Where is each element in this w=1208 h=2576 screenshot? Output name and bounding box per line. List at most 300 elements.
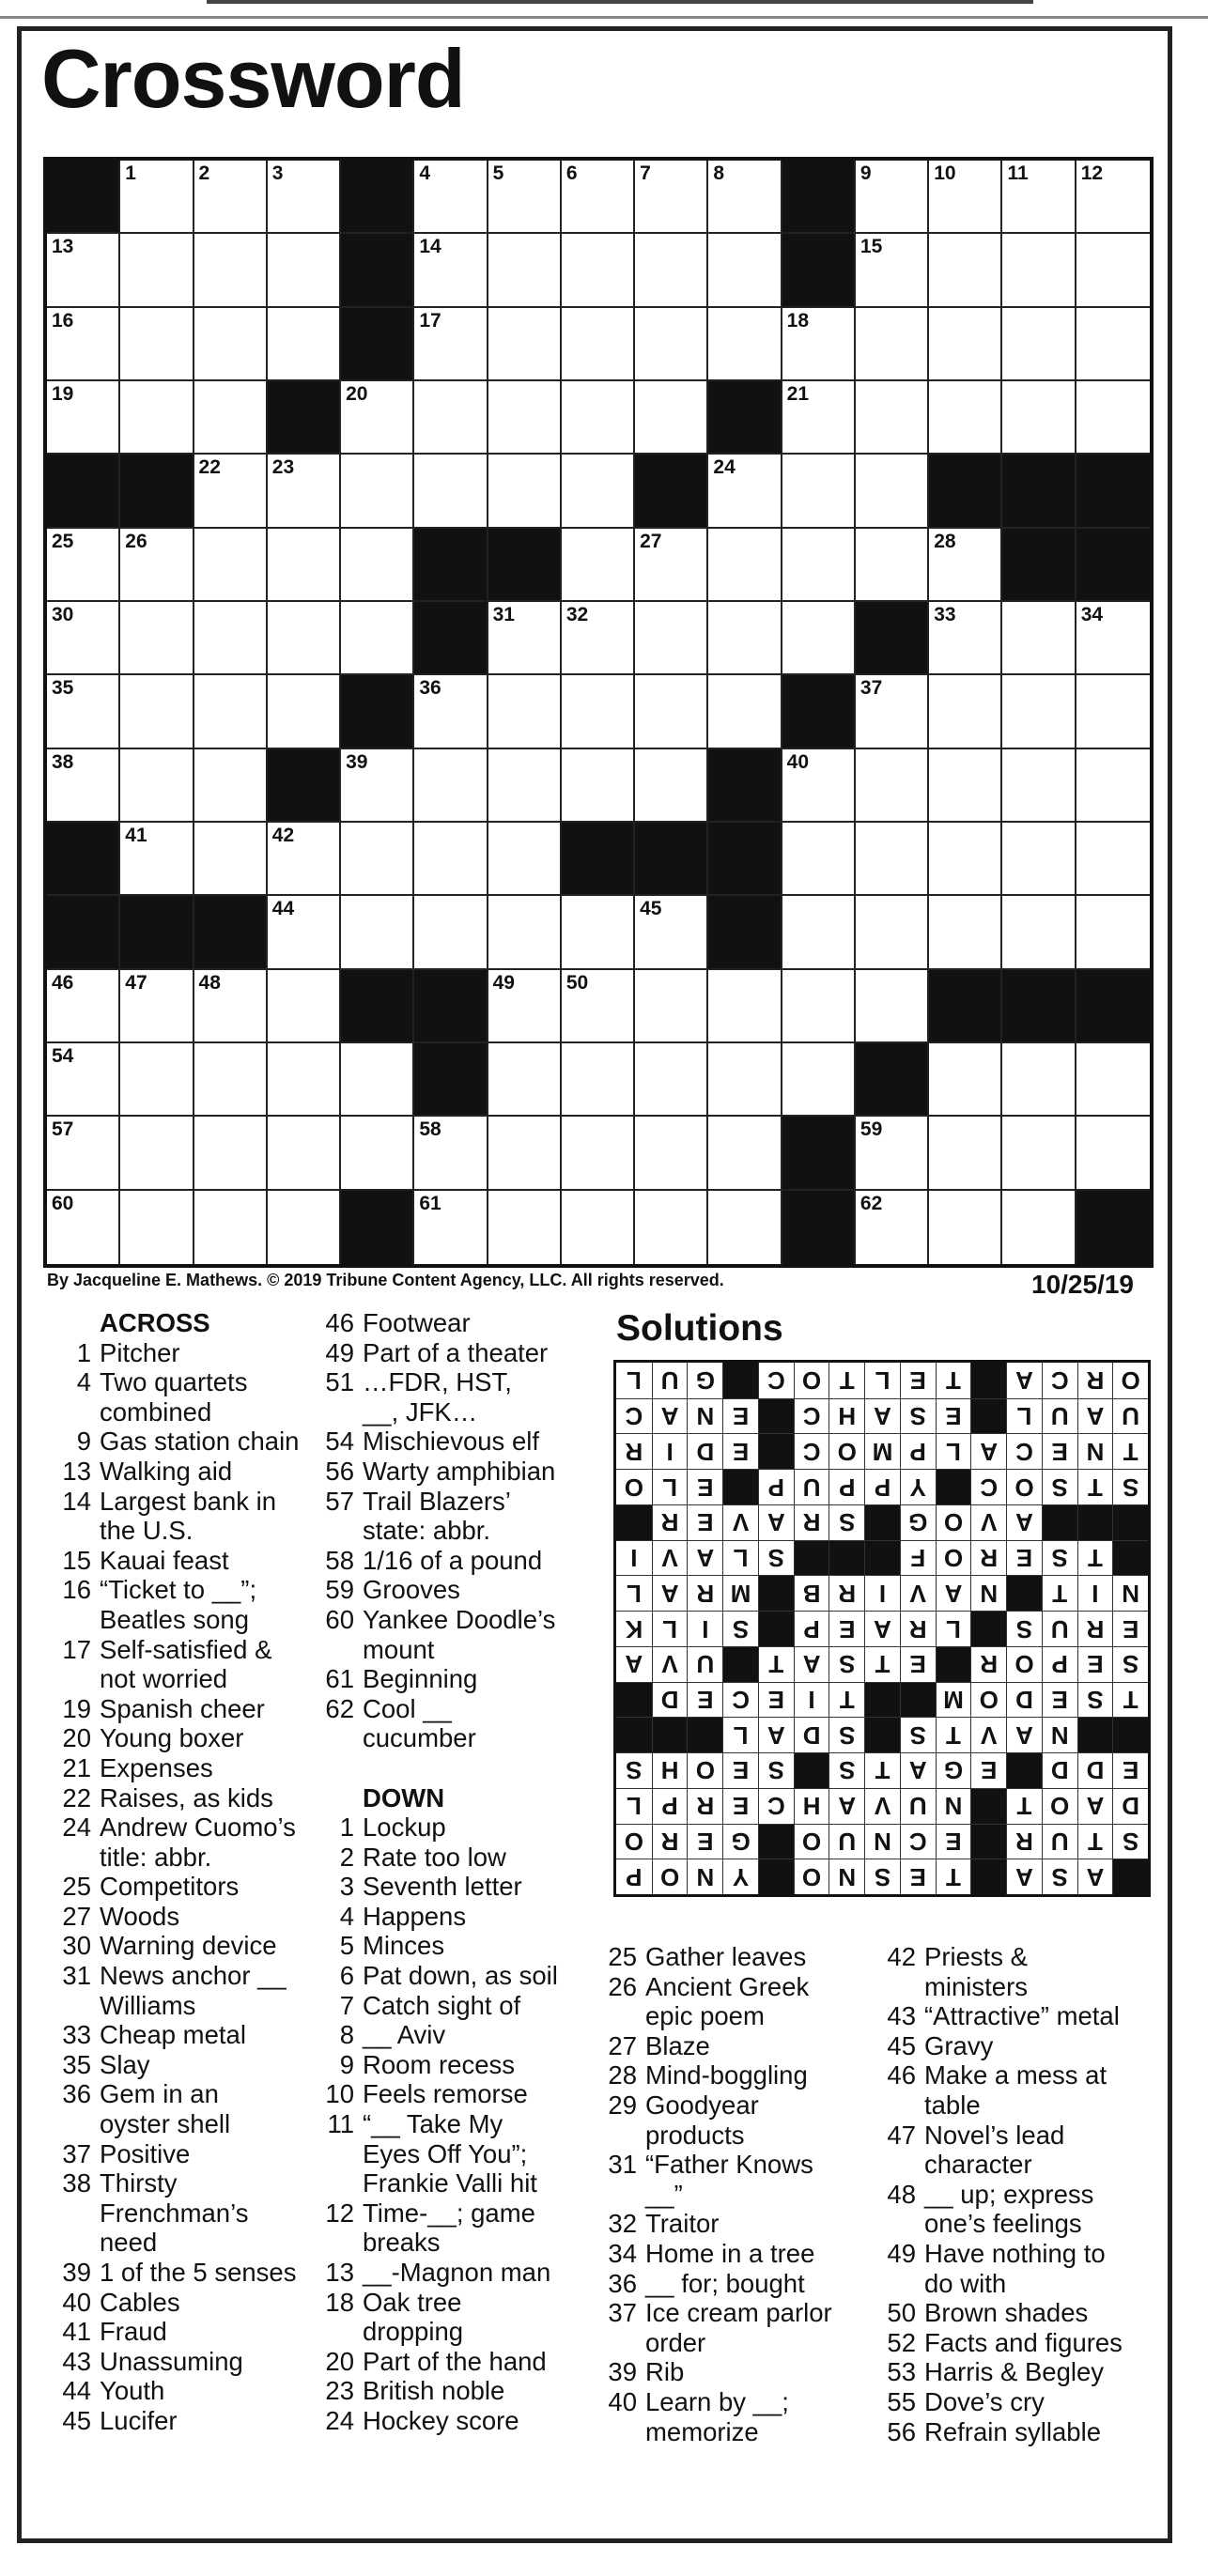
grid-cell[interactable] xyxy=(1002,1191,1076,1264)
grid-cell[interactable] xyxy=(414,455,488,528)
grid-cell[interactable] xyxy=(1076,602,1150,675)
grid-cell[interactable] xyxy=(856,161,929,234)
solution-letter: P xyxy=(900,1433,936,1469)
grid-cell[interactable] xyxy=(635,529,708,602)
solution-letter: S xyxy=(900,1398,936,1434)
solution-letter: A xyxy=(864,1611,900,1646)
grid-cell[interactable] xyxy=(341,749,414,823)
solution-black-square xyxy=(864,1682,900,1718)
grid-cell[interactable] xyxy=(47,381,120,455)
solution-black-square xyxy=(970,1859,1006,1894)
grid-cell[interactable] xyxy=(1076,1043,1150,1117)
grid-cell[interactable] xyxy=(268,675,341,748)
grid-cell[interactable] xyxy=(1002,675,1076,748)
clue-text: Williams xyxy=(100,1990,196,2020)
grid-cell[interactable] xyxy=(194,602,268,675)
grid-cell[interactable] xyxy=(488,1117,562,1190)
grid-cell[interactable] xyxy=(562,1117,635,1190)
clue-line xyxy=(602,2387,884,2417)
solution-letter: A xyxy=(652,1398,688,1434)
grid-cell[interactable] xyxy=(1002,234,1076,307)
grid-cell[interactable] xyxy=(268,896,341,969)
solution-letter: S xyxy=(1112,1824,1148,1859)
grid-cell[interactable] xyxy=(268,455,341,528)
clue-number: 39 xyxy=(608,2357,637,2387)
solution-letter: N xyxy=(829,1859,864,1894)
grid-cell[interactable] xyxy=(194,1191,268,1264)
grid-cell[interactable] xyxy=(929,529,1002,602)
grid-cell[interactable] xyxy=(708,1117,782,1190)
grid-cell[interactable] xyxy=(268,970,341,1043)
black-square xyxy=(1002,970,1076,1043)
clue-number: 29 xyxy=(1007,530,1030,552)
clue-number: 19 xyxy=(62,1693,91,1723)
solution-letter: P xyxy=(616,1859,652,1894)
clue-number: 32 xyxy=(565,604,589,625)
grid-cell[interactable] xyxy=(635,1043,708,1117)
grid-cell[interactable] xyxy=(635,161,708,234)
clue-number: 34 xyxy=(608,2238,637,2268)
grid-cell[interactable] xyxy=(708,234,782,307)
clue-text: Lockup xyxy=(363,1812,446,1843)
grid-cell[interactable] xyxy=(414,234,488,307)
solution-letter: D xyxy=(687,1433,722,1469)
grid-cell[interactable] xyxy=(782,970,856,1043)
solution-black-square xyxy=(758,1611,794,1646)
grid-cell[interactable] xyxy=(708,161,782,234)
grid-cell[interactable] xyxy=(120,602,194,675)
grid-cell[interactable] xyxy=(1002,381,1076,455)
clue-text: Gather leaves xyxy=(645,1942,807,1971)
solution-letter: A xyxy=(900,1752,936,1788)
solution-letter: E xyxy=(722,1398,758,1434)
grid-cell[interactable] xyxy=(47,1191,120,1264)
grid-cell[interactable] xyxy=(488,602,562,675)
solution-letter: M xyxy=(864,1433,900,1469)
clue-text: Refrain syllable xyxy=(924,2416,1102,2446)
grid-cell[interactable] xyxy=(1076,749,1150,823)
grid-cell[interactable] xyxy=(708,308,782,381)
grid-cell[interactable] xyxy=(562,308,635,381)
grid-cell[interactable] xyxy=(782,1043,856,1117)
clue-number: 6 xyxy=(565,162,578,184)
grid-cell[interactable] xyxy=(268,234,341,307)
solution-letter: R xyxy=(1077,1611,1113,1646)
clue-number: 50 xyxy=(887,2298,916,2328)
grid-cell[interactable] xyxy=(782,529,856,602)
clue-line xyxy=(56,1753,338,1783)
solution-letter: S xyxy=(616,1752,652,1788)
grid-cell[interactable] xyxy=(47,970,120,1043)
grid-cell[interactable] xyxy=(1076,823,1150,896)
grid-cell[interactable] xyxy=(708,1043,782,1117)
grid-cell[interactable] xyxy=(635,675,708,748)
grid-cell[interactable] xyxy=(120,234,194,307)
grid-cell[interactable] xyxy=(562,234,635,307)
grid-cell[interactable] xyxy=(1002,1043,1076,1117)
clue-number: 21 xyxy=(786,383,810,405)
grid-cell[interactable] xyxy=(562,749,635,823)
grid-cell[interactable] xyxy=(635,749,708,823)
grid-cell[interactable] xyxy=(47,602,120,675)
grid-cell[interactable] xyxy=(1076,675,1150,748)
grid-cell[interactable] xyxy=(708,602,782,675)
grid-cell[interactable] xyxy=(929,381,1002,455)
grid-cell[interactable] xyxy=(782,455,856,528)
grid-cell[interactable] xyxy=(488,749,562,823)
solution-letter: A xyxy=(758,1504,794,1540)
grid-cell[interactable] xyxy=(635,896,708,969)
clue-number: 53 xyxy=(1080,971,1104,994)
grid-cell[interactable] xyxy=(635,602,708,675)
grid-cell[interactable] xyxy=(341,602,414,675)
grid-cell[interactable] xyxy=(488,1043,562,1117)
clue-number: 43 xyxy=(887,2001,916,2031)
grid-cell[interactable] xyxy=(488,896,562,969)
solution-letter: U xyxy=(829,1824,864,1859)
grid-cell[interactable] xyxy=(268,1191,341,1264)
clue-line xyxy=(56,1783,338,1813)
grid-cell[interactable] xyxy=(929,1043,1002,1117)
solution-letter: I xyxy=(652,1433,688,1469)
grid-cell[interactable] xyxy=(929,1191,1002,1264)
solution-letter: N xyxy=(970,1575,1006,1611)
black-square xyxy=(47,161,120,234)
grid-cell[interactable] xyxy=(635,970,708,1043)
grid-cell[interactable] xyxy=(635,1117,708,1190)
solution-letter: E xyxy=(722,1788,758,1824)
grid-cell[interactable] xyxy=(414,896,488,969)
grid-cell[interactable] xyxy=(782,308,856,381)
grid-cell[interactable] xyxy=(856,970,929,1043)
grid-cell[interactable] xyxy=(488,161,562,234)
clue-number: 14 xyxy=(419,236,441,258)
solution-letter: A xyxy=(1006,1363,1042,1398)
grid-cell[interactable] xyxy=(47,1117,120,1190)
solution-letter: A xyxy=(652,1575,688,1611)
clue-number xyxy=(881,2269,924,2299)
grid-cell[interactable] xyxy=(120,308,194,381)
black-square xyxy=(488,529,562,602)
clue-number: 1 xyxy=(76,1337,91,1367)
solution-letter: C xyxy=(970,1469,1006,1504)
solution-letter: V xyxy=(722,1504,758,1540)
grid-cell[interactable] xyxy=(635,234,708,307)
grid-cell[interactable] xyxy=(414,749,488,823)
clue-line xyxy=(602,1972,884,2002)
grid-cell[interactable] xyxy=(708,455,782,528)
grid-cell[interactable] xyxy=(856,823,929,896)
solution-letter: C xyxy=(758,1363,794,1398)
clue-number: 24 xyxy=(325,2405,354,2435)
grid-cell[interactable] xyxy=(856,381,929,455)
clue-line xyxy=(319,2258,606,2288)
clue-text: “Attractive” metal xyxy=(924,2001,1120,2031)
solution-letter: A xyxy=(864,1398,900,1434)
grid-cell[interactable] xyxy=(268,529,341,602)
solution-letter: I xyxy=(616,1540,652,1576)
grid-cell[interactable] xyxy=(341,823,414,896)
grid-cell[interactable] xyxy=(562,1191,635,1264)
clue-text: Gem in an xyxy=(100,2079,219,2109)
grid-cell[interactable] xyxy=(268,1043,341,1117)
grid-cell[interactable] xyxy=(856,749,929,823)
grid-cell[interactable] xyxy=(929,602,1002,675)
solution-letter: A xyxy=(829,1788,864,1824)
grid-cell[interactable] xyxy=(194,1043,268,1117)
grid-cell[interactable] xyxy=(562,161,635,234)
clue-text: memorize xyxy=(645,2416,759,2446)
clue-text: __ for; bought xyxy=(645,2268,805,2298)
grid-cell[interactable] xyxy=(194,823,268,896)
grid-cell[interactable] xyxy=(47,1043,120,1117)
grid-cell[interactable] xyxy=(47,234,120,307)
clue-line xyxy=(881,2001,1163,2031)
grid-cell[interactable] xyxy=(708,970,782,1043)
clue-number: 46 xyxy=(887,2060,916,2090)
grid-cell[interactable] xyxy=(488,970,562,1043)
grid-cell[interactable] xyxy=(268,1117,341,1190)
grid-cell[interactable] xyxy=(47,675,120,748)
grid-cell[interactable] xyxy=(120,1191,194,1264)
grid-cell[interactable] xyxy=(562,381,635,455)
clue-line xyxy=(319,2168,606,2198)
grid-cell[interactable] xyxy=(782,602,856,675)
solution-letter: U xyxy=(794,1469,829,1504)
grid-cell[interactable] xyxy=(856,455,929,528)
grid-cell[interactable] xyxy=(120,1043,194,1117)
grid-cell[interactable] xyxy=(268,308,341,381)
clue-line xyxy=(602,2239,884,2269)
grid-cell[interactable] xyxy=(194,308,268,381)
grid-cell[interactable] xyxy=(194,1117,268,1190)
clue-number xyxy=(56,1664,100,1694)
grid-cell[interactable] xyxy=(1076,308,1150,381)
grid-cell[interactable] xyxy=(194,161,268,234)
grid-cell[interactable] xyxy=(1076,234,1150,307)
clue-number: 41 xyxy=(125,825,147,846)
spacer xyxy=(319,1753,606,1783)
grid-cell[interactable] xyxy=(414,823,488,896)
solution-black-square xyxy=(970,1363,1006,1398)
grid-cell[interactable] xyxy=(194,455,268,528)
clue-number: 4 xyxy=(419,162,431,184)
grid-cell[interactable] xyxy=(414,1117,488,1190)
grid-cell[interactable] xyxy=(268,823,341,896)
grid-cell[interactable] xyxy=(856,1191,929,1264)
clue-line xyxy=(602,2031,884,2061)
grid-cell[interactable] xyxy=(708,1191,782,1264)
clue-number xyxy=(56,2228,100,2258)
solution-letter: E xyxy=(1112,1752,1148,1788)
grid-cell[interactable] xyxy=(194,381,268,455)
grid-cell[interactable] xyxy=(194,675,268,748)
clue-line xyxy=(56,1991,338,2021)
clue-line xyxy=(319,1457,606,1487)
solution-letter: O xyxy=(616,1824,652,1859)
clue-number: 24 xyxy=(62,1812,91,1843)
grid-cell[interactable] xyxy=(929,161,1002,234)
solution-letter: S xyxy=(758,1752,794,1788)
grid-cell[interactable] xyxy=(929,675,1002,748)
grid-cell[interactable] xyxy=(856,1117,929,1190)
grid-cell[interactable] xyxy=(414,381,488,455)
grid-cell[interactable] xyxy=(782,896,856,969)
solution-letter: U xyxy=(652,1363,688,1398)
grid-cell[interactable] xyxy=(1002,161,1076,234)
grid-cell[interactable] xyxy=(120,675,194,748)
grid-cell[interactable] xyxy=(782,823,856,896)
solution-black-square xyxy=(936,1469,971,1504)
clue-number: 10 xyxy=(325,2079,354,2109)
grid-cell[interactable] xyxy=(562,455,635,528)
clue-line xyxy=(319,2406,606,2436)
grid-cell[interactable] xyxy=(488,1191,562,1264)
grid-cell[interactable] xyxy=(635,1191,708,1264)
grid-cell[interactable] xyxy=(562,1043,635,1117)
grid-cell[interactable] xyxy=(562,896,635,969)
clue-line xyxy=(319,1872,606,1902)
grid-cell[interactable] xyxy=(1076,896,1150,969)
clue-line xyxy=(881,2239,1163,2269)
clue-text: Part of a theater xyxy=(363,1337,549,1367)
grid-cell[interactable] xyxy=(929,823,1002,896)
grid-cell[interactable] xyxy=(1002,308,1076,381)
grid-cell[interactable] xyxy=(635,308,708,381)
grid-cell[interactable] xyxy=(782,749,856,823)
black-square xyxy=(120,896,194,969)
grid-cell[interactable] xyxy=(708,675,782,748)
clue-number xyxy=(602,2001,645,2031)
clue-line xyxy=(881,2328,1163,2358)
grid-cell[interactable] xyxy=(562,602,635,675)
grid-cell[interactable] xyxy=(341,381,414,455)
grid-cell[interactable] xyxy=(856,896,929,969)
clue-line xyxy=(56,1961,338,1991)
grid-cell[interactable] xyxy=(47,749,120,823)
black-square xyxy=(1002,455,1076,528)
grid-cell[interactable] xyxy=(341,455,414,528)
grid-cell[interactable] xyxy=(1076,161,1150,234)
clue-line xyxy=(319,1902,606,1932)
grid-cell[interactable] xyxy=(120,1117,194,1190)
black-square xyxy=(414,1043,488,1117)
clue-text: Priests & xyxy=(924,1942,1029,1971)
grid-cell[interactable] xyxy=(929,308,1002,381)
clue-line xyxy=(56,1427,338,1457)
grid-cell[interactable] xyxy=(341,896,414,969)
grid-cell[interactable] xyxy=(120,749,194,823)
clue-number: 31 xyxy=(62,1961,91,1991)
grid-cell[interactable] xyxy=(562,529,635,602)
grid-cell[interactable] xyxy=(856,675,929,748)
clue-line xyxy=(319,1843,606,1873)
grid-cell[interactable] xyxy=(47,529,120,602)
grid-cell[interactable] xyxy=(488,455,562,528)
grid-cell[interactable] xyxy=(1002,602,1076,675)
grid-cell[interactable] xyxy=(929,749,1002,823)
grid-cell[interactable] xyxy=(120,529,194,602)
grid-cell[interactable] xyxy=(488,823,562,896)
grid-cell[interactable] xyxy=(414,308,488,381)
grid-cell[interactable] xyxy=(488,675,562,748)
grid-cell[interactable] xyxy=(856,234,929,307)
black-square xyxy=(414,602,488,675)
grid-cell[interactable] xyxy=(488,308,562,381)
grid-cell[interactable] xyxy=(120,970,194,1043)
grid-cell[interactable] xyxy=(856,308,929,381)
grid-cell[interactable] xyxy=(414,161,488,234)
clue-text: Dove’s cry xyxy=(924,2386,1045,2416)
solution-black-square xyxy=(722,1646,758,1682)
grid-cell[interactable] xyxy=(1002,1117,1076,1190)
black-square xyxy=(341,675,414,748)
clue-number: 2 xyxy=(198,162,210,184)
grid-cell[interactable] xyxy=(635,381,708,455)
black-square xyxy=(708,381,782,455)
solution-letter: E xyxy=(722,1433,758,1469)
clue-number: 18 xyxy=(786,309,810,332)
grid-cell[interactable] xyxy=(929,1117,1002,1190)
grid-cell[interactable] xyxy=(341,1043,414,1117)
grid-cell[interactable] xyxy=(120,161,194,234)
grid-cell[interactable] xyxy=(1002,749,1076,823)
solution-letter: E xyxy=(900,1646,936,1682)
clue-number: 19 xyxy=(52,383,74,405)
grid-cell[interactable] xyxy=(929,234,1002,307)
grid-cell[interactable] xyxy=(341,529,414,602)
grid-cell[interactable] xyxy=(929,896,1002,969)
grid-cell[interactable] xyxy=(268,161,341,234)
clue-text: Mind-boggling xyxy=(645,2060,808,2090)
clue-number: 38 xyxy=(52,750,74,773)
grid-cell[interactable] xyxy=(1002,823,1076,896)
grid-cell[interactable] xyxy=(414,675,488,748)
solution-letter: S xyxy=(1042,1469,1077,1504)
clue-line xyxy=(56,1546,338,1576)
grid-cell[interactable] xyxy=(194,749,268,823)
grid-cell[interactable] xyxy=(194,234,268,307)
grid-cell[interactable] xyxy=(268,602,341,675)
clue-number: 44 xyxy=(271,898,295,920)
grid-cell[interactable] xyxy=(708,529,782,602)
solution-letter: L xyxy=(616,1788,652,1824)
clue-number: 13 xyxy=(325,2258,354,2287)
grid-cell[interactable] xyxy=(341,1117,414,1190)
top-thin-rule xyxy=(0,16,1208,19)
grid-cell[interactable] xyxy=(1076,381,1150,455)
grid-cell[interactable] xyxy=(414,1191,488,1264)
grid-cell[interactable] xyxy=(120,381,194,455)
grid-cell[interactable] xyxy=(488,234,562,307)
clue-text: __, JFK… xyxy=(363,1396,478,1427)
grid-cell[interactable] xyxy=(47,308,120,381)
clue-line xyxy=(56,1575,338,1605)
grid-cell[interactable] xyxy=(194,970,268,1043)
grid-cell[interactable] xyxy=(782,381,856,455)
clue-number: 9 xyxy=(76,1427,91,1457)
grid-cell[interactable] xyxy=(562,675,635,748)
clue-text: Footwear xyxy=(363,1308,471,1337)
grid-cell[interactable] xyxy=(194,529,268,602)
grid-cell[interactable] xyxy=(120,823,194,896)
grid-cell[interactable] xyxy=(562,970,635,1043)
grid-cell[interactable] xyxy=(1076,1117,1150,1190)
grid-cell[interactable] xyxy=(856,529,929,602)
grid-cell[interactable] xyxy=(1002,896,1076,969)
grid-cell[interactable] xyxy=(488,381,562,455)
clue-number: 30 xyxy=(52,604,74,625)
